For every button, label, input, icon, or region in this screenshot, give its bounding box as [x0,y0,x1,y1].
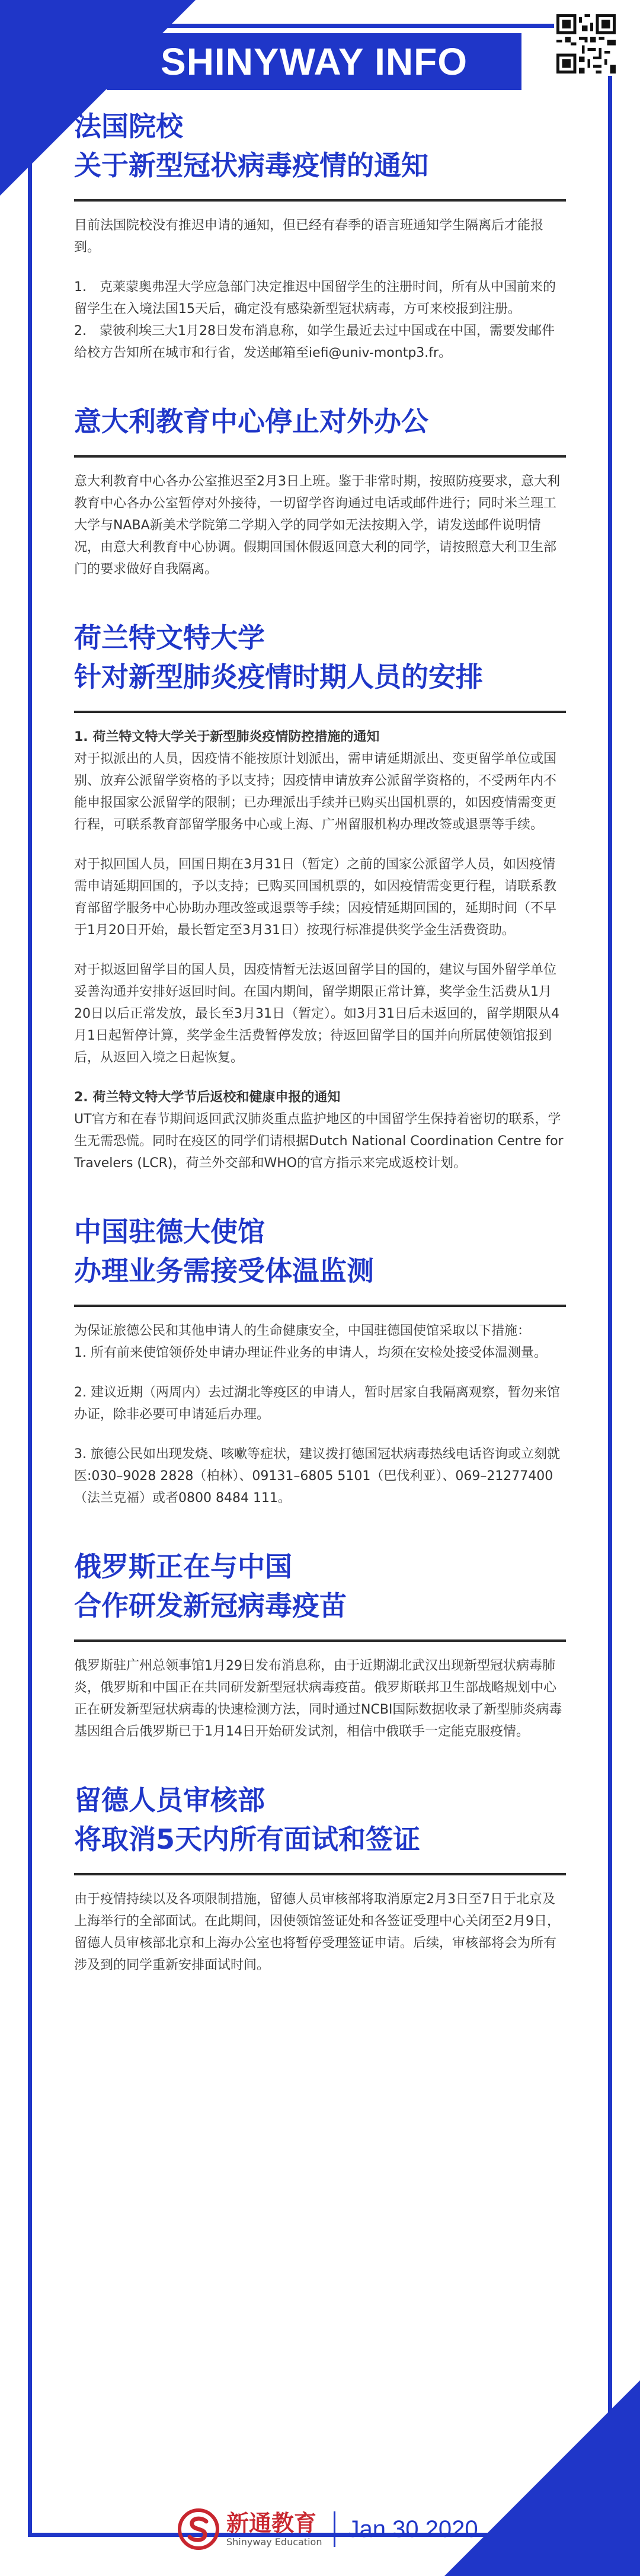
paragraph: 1. 克莱蒙奥弗涅大学应急部门决定推迟中国留学生的注册时间，所有从中国前来的留学生在入境法国15天后，确定没有感染新型冠状病毒，方可来校报到注册。 [74,280,556,317]
section-italy [74,402,566,580]
section-body [74,1888,566,1976]
publish-date: Jan.30.2020 [347,2516,478,2542]
paragraph: 对于拟回国人员，回国日期在3月31日（暂定）之前的国家公派留学人员，如因疫情需申请延期回国的，予以支持；已购买回国机票的，如因疫情需变更行程，请联系教育部留学服务中心协助办理改签或退票等手续；因疫情延期回国的，延期时间（不早于1月20日开始，最长暂定至3月31日）按现行标准提供奖学金生活费资助。 [74,857,557,938]
footer [178,2503,510,2556]
section-title [74,1212,566,1290]
paragraph: 2. 建议近期（两周内）去过湖北等疫区的申请人，暂时居家自我隔离观察，暂勿来馆办证，除非必要可申请延后办理。 [74,1385,560,1422]
content-area [74,107,566,2014]
separator [334,2511,335,2547]
title-line: 留德人员审核部 [74,1784,265,1816]
title-line: 关于新型冠状病毒疫情的通知 [74,149,428,181]
section-france [74,107,566,364]
subheading: 1. 荷兰特文特大学关于新型肺炎疫情防控措施的通知 [74,730,380,744]
shinyway-logo-icon [178,2508,219,2550]
qr-code-icon[interactable] [554,12,618,76]
paragraph: 对于拟返回留学目的国人员，因疫情暂无法返回留学目的国的，建议与国外留学单位妥善沟通并安排好返回时间。在国内期间，留学期限正常计算，奖学金生活费从1月20日以后正常发放，最长至3月31日（暂定）。如3月31日后未返回的，留学期限从4月1日起暂停计算，奖学金生活费暂停发放；待返回留学目的国并向所属使领馆报到后，从返回入境之日起恢复。 [74,963,559,1065]
section-title [74,1547,566,1625]
title-line: 中国驻德大使馆 [74,1216,265,1248]
paragraph: 为保证旅德公民和其他申请人的生命健康安全，中国驻德国使馆采取以下措施： [74,1324,531,1338]
section-body [74,471,566,580]
divider [74,711,566,713]
section-body [74,726,566,1174]
paragraph: 1. 所有前来使馆领侨处申请办理证件业务的申请人，均须在安检处接受体温测量。 [74,1345,547,1360]
title-line: 办理业务需接受体温监测 [74,1255,374,1287]
title-line: 将取消5天内所有面试和签证 [74,1823,421,1855]
title-line: 针对新型肺炎疫情时期人员的安排 [74,661,483,693]
divider [74,1873,566,1875]
paragraph: 对于拟派出的人员，因疫情不能按原计划派出，需申请延期派出、变更留学单位或国别、放弃公派留学资格的予以支持；因疫情申请放弃公派留学资格的，不受两年内不能申报国家公派留学的限制；已办理派出手续并已购买出国机票的，如因疫情需变更行程，可联系教育部留学服务中心或上海、广州留服机构办理改签或退票等手续。 [74,752,557,832]
section-title [74,107,566,185]
brand-name-cn: 新通教育 [226,2510,317,2536]
paragraph: 3. 旅德公民如出现发烧、咳嗽等症状，建议拨打德国冠状病毒热线电话咨询或立刻就医:030–9028 2828（柏林）、09131–6805 5101（巴伐利亚）、069–21277400（法兰克福）或者0800 8484 111。 [74,1447,560,1506]
paragraph: UT官方和在春节期间返回武汉肺炎重点监护地区的中国留学生保持着密切的联系，学生无需恐慌。同时在疫区的同学们请根据Dutch National Coordination Centre for Travelers (LCR)，荷兰外交部和WHO的官方指示来完成返校计划。 [74,1112,564,1171]
divider [74,455,566,458]
section-body [74,215,566,364]
subheading: 2. 荷兰特文特大学节后返校和健康申报的通知 [74,1090,341,1105]
section-germany-embassy [74,1212,566,1509]
paragraph: 2. 蒙彼利埃三大1月28日发布消息称，如学生最近去过中国或在中国，需要发邮件给校方告知所在城市和行省，发送邮箱至iefi@univ-montp3.fr。 [74,324,555,360]
section-russia [74,1547,566,1743]
title-line: 荷兰特文特大学 [74,622,265,654]
brand-name-en: Shinyway Education [226,2536,322,2548]
section-title [74,1781,566,1859]
paragraph: 目前法国院校没有推迟申请的通知，但已经有春季的语言班通知学生隔离后才能报到。 [74,218,544,255]
paragraph: 俄罗斯驻广州总领事馆1月29日发布消息称，由于近期湖北武汉出现新型冠状病毒肺炎，俄罗斯和中国正在共同研发新型冠状病毒疫苗。俄罗斯联邦卫生部战略规划中心正在研发新型冠状病毒的快速检测方法，同时通过NCBI国际数据收录了新型肺炎病毒基因组合后俄罗斯已于1月14日开始研发试剂，相信中俄联手一定能克服疫情。 [74,1658,562,1739]
title-line: 意大利教育中心停止对外办公 [74,405,428,437]
divider [74,199,566,202]
section-aps [74,1781,566,1976]
title-line: 合作研发新冠病毒疫苗 [74,1590,347,1622]
brand [226,2510,322,2548]
title-line: 俄罗斯正在与中国 [74,1551,292,1583]
section-twente [74,618,566,1174]
paragraph: 意大利教育中心各办公室推迟至2月3日上班。鉴于非常时期，按照防疫要求，意大利教育中心各办公室暂停对外接待，一切留学咨询通过电话或邮件进行；同时米兰理工大学与NABA新美术学院第二学期入学的同学如无法按期入学，请发送邮件说明情况，由意大利教育中心协调。假期回国休假返回意大利的同学，请按照意大利卫生部门的要求做好自我隔离。 [74,474,560,577]
divider [74,1305,566,1307]
paragraph: 由于疫情持续以及各项限制措施，留德人员审核部将取消原定2月3日至7日于北京及上海举行的全部面试。在此期间，因使领馆签证处和各签证受理中心关闭至2月9日，留德人员审核部北京和上海办公室也将暂停受理签证申请。后续，审核部将会为所有涉及到的同学重新安排面试时间。 [74,1892,560,1973]
section-body [74,1655,566,1743]
section-body [74,1320,566,1509]
section-title [74,618,566,696]
title-line: 法国院校 [74,110,183,142]
divider [74,1639,566,1642]
section-title [74,402,566,441]
page-title: SHINYWAY INFO [107,33,521,90]
